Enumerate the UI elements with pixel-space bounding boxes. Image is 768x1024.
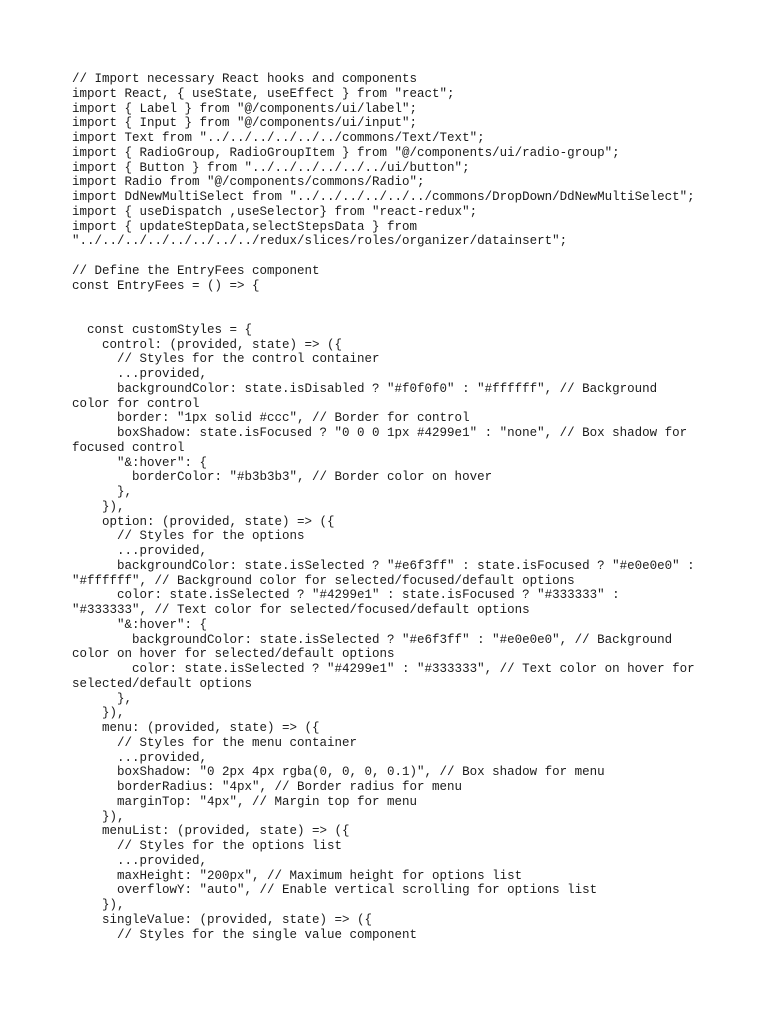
code-line [72, 308, 712, 323]
code-line: const customStyles = { [72, 322, 253, 337]
code-line: import React, { useState, useEffect } from "react"; [72, 86, 455, 101]
code-line [72, 293, 712, 308]
code-line: singleValue: (provided, state) => ({ [72, 912, 373, 927]
code-line: backgroundColor: state.isDisabled ? "#f0f0f0" : "#ffffff", // Background [72, 381, 658, 396]
code-line: }, [72, 485, 133, 499]
code-line: color on hover for selected/default options [72, 647, 395, 662]
code-line: overflowY: "auto", // Enable vertical scrolling for options list [72, 883, 598, 898]
code-line: // Styles for the options [72, 529, 305, 544]
code-line: borderRadius: "4px", // Border radius for menu [72, 780, 463, 794]
code-line: ...provided, [72, 853, 208, 868]
code-line: }), [72, 706, 125, 721]
code-line: }), [72, 898, 125, 912]
code-line: import { useDispatch ,useSelector} from "react-redux"; [72, 204, 478, 219]
code-line: color: state.isSelected ? "#4299e1" : "#333333", // Text color on hover for [72, 662, 695, 676]
code-line: ...provided, [72, 367, 208, 381]
code-line: // Styles for the menu container [72, 735, 358, 750]
code-line: import Radio from "@/components/commons/Radio"; [72, 175, 425, 190]
code-line: "#333333", // Text color for selected/focused/default options [72, 603, 530, 617]
code-line: import Text from "../../../../../../commons/Text/Text"; [72, 131, 485, 145]
code-line: "&:hover": { [72, 617, 208, 632]
code-line: // Define the EntryFees component [72, 263, 320, 278]
code-line: marginTop: "4px", // Margin top for menu [72, 794, 418, 809]
code-line: }), [72, 809, 125, 824]
code-line: "../../../../../../../../redux/slices/roles/organizer/datainsert"; [72, 234, 568, 249]
code-line: selected/default options [72, 676, 253, 691]
code-line: const EntryFees = () => { [72, 278, 260, 293]
code-line: backgroundColor: state.isSelected ? "#e6f3ff" : "#e0e0e0", // Background [72, 632, 673, 647]
code-line: color: state.isSelected ? "#4299e1" : state.isFocused ? "#333333" : [72, 588, 620, 603]
code-line: "#ffffff", // Background color for selected/focused/default options [72, 573, 575, 588]
code-line: border: "1px solid #ccc", // Border for control [72, 411, 470, 426]
code-line: // Import necessary React hooks and components [72, 72, 418, 86]
code-line: import DdNewMultiSelect from "../../../../../../commons/DropDown/DdNewMultiSelect"; [72, 190, 695, 204]
code-line: color for control [72, 396, 200, 411]
code-line: ...provided, [72, 544, 208, 558]
code-line: }, [72, 691, 133, 706]
code-line: }), [72, 499, 125, 514]
code-line: control: (provided, state) => ({ [72, 337, 343, 352]
code-line: menu: (provided, state) => ({ [72, 721, 320, 735]
code-line: "&:hover": { [72, 455, 208, 470]
code-listing [72, 72, 712, 942]
code-line: focused control [72, 440, 185, 455]
code-line: backgroundColor: state.isSelected ? "#e6f3ff" : state.isFocused ? "#e0e0e0" : [72, 558, 695, 573]
code-line: import { Label } from "@/components/ui/label"; [72, 101, 418, 116]
code-line: import { RadioGroup, RadioGroupItem } from "@/components/ui/radio-group"; [72, 145, 620, 160]
code-line: ...provided, [72, 750, 208, 765]
code-line: menuList: (provided, state) => ({ [72, 824, 350, 839]
code-line: maxHeight: "200px", // Maximum height for options list [72, 868, 523, 883]
code-line: import { Button } from "../../../../../../ui/button"; [72, 160, 470, 175]
code-line: // Styles for the control container [72, 352, 380, 367]
code-line [72, 249, 712, 264]
code-line: boxShadow: "0 2px 4px rgba(0, 0, 0, 0.1)", // Box shadow for menu [72, 765, 605, 780]
code-line: // Styles for the single value component [72, 927, 418, 942]
code-line: option: (provided, state) => ({ [72, 514, 335, 529]
code-line: boxShadow: state.isFocused ? "0 0 0 1px #4299e1" : "none", // Box shadow for [72, 426, 688, 440]
code-line: import { updateStepData,selectStepsData } from [72, 219, 418, 234]
code-line: import { Input } from "@/components/ui/input"; [72, 116, 418, 131]
code-line: borderColor: "#b3b3b3", // Border color on hover [72, 470, 493, 485]
code-line: // Styles for the options list [72, 839, 343, 853]
